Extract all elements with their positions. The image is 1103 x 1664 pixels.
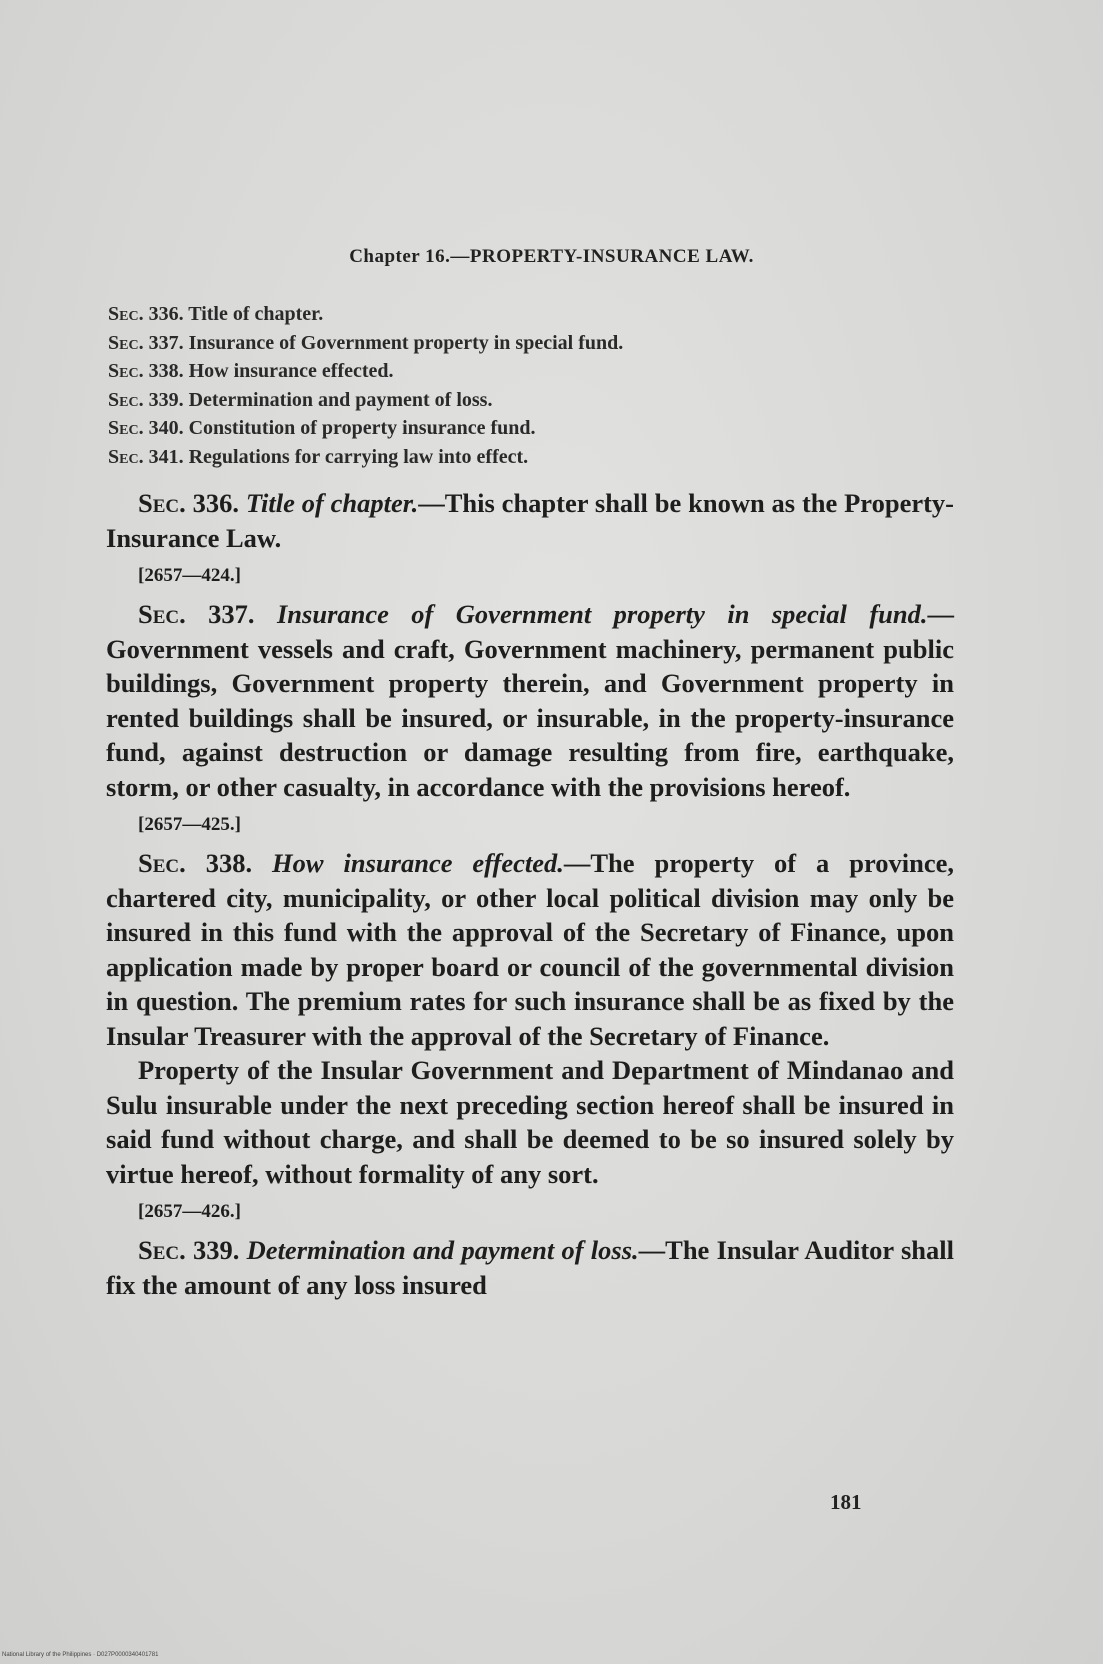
section-citation: [2657—426.] <box>138 1201 241 1222</box>
toc-title: Insurance of Government property in special fund. <box>188 331 624 354</box>
toc-item <box>108 386 908 415</box>
toc-item <box>108 329 908 358</box>
section-label: Sec. 339. <box>138 1235 240 1265</box>
section-caption: Insurance of Government property in special fund. <box>276 599 928 629</box>
section-text: —The property of a province, chartered city, municipality, or other local political division may only be insured in this fund with the approval of the Secretary of Finance, upon application made by proper board or council of the governmental division in question. The premium rates for such insurance shall be as fixed by the Insular Treasurer with the approval of the Secretary of Finance. <box>106 848 954 1051</box>
body-text <box>106 482 954 1302</box>
section-label: Sec. 336. <box>138 488 239 518</box>
section-337 <box>106 597 954 804</box>
toc-item <box>108 357 908 386</box>
toc-item <box>108 443 908 472</box>
section-caption: How insurance effected. <box>272 848 564 878</box>
toc-sec-number: Sec. 337. <box>108 331 184 354</box>
section-339 <box>106 1233 954 1302</box>
toc-title: How insurance effected. <box>188 360 394 382</box>
toc-item <box>108 414 908 443</box>
toc-sec-number: Sec. 340. <box>108 417 184 439</box>
toc-title: Determination and payment of loss. <box>188 388 493 411</box>
page-number: 181 <box>830 1490 862 1514</box>
toc-sec-number: Sec. 341. <box>108 445 184 468</box>
section-label: Sec. 338. <box>138 848 253 878</box>
section-338-paragraph-2: Property of the Insular Government and Department of Mindanao and Sulu insurable under the next preceding section hereof shall be insured in said fund without charge, and shall be deemed to be so insured solely by virtue hereof, without formality of any sort. <box>106 1055 954 1189</box>
toc-sec-number: Sec. 338. <box>108 360 184 382</box>
toc-sec-number: Sec. 336. <box>108 303 184 325</box>
section-citation: [2657—424.] <box>138 565 241 586</box>
toc-item <box>108 300 908 329</box>
scan-footer: National Library of the Philippines · D027P0000340401781 <box>2 1652 159 1658</box>
chapter-heading: Chapter 16.—PROPERTY-INSURANCE LAW. <box>349 246 754 267</box>
section-text: —Government vessels and craft, Government machinery, permanent public buildings, Government property therein, and Government property in rented buildings shall be insured, or insurable, in the property-insurance fund, against destruction or damage resulting from fire, earthquake, storm, or other casualty, in accordance with the provisions hereof. <box>106 599 954 802</box>
toc-title: Regulations for carrying law into effect. <box>188 445 529 468</box>
section-text: —This chapter shall be known as the Property-Insurance Law. <box>106 488 954 553</box>
toc-sec-number: Sec. 339. <box>108 388 184 411</box>
section-text: —The Insular Auditor shall fix the amount of any loss insured <box>106 1235 954 1300</box>
section-table-of-contents <box>108 300 908 471</box>
section-citation: [2657—425.] <box>138 814 241 835</box>
section-338 <box>106 846 954 1053</box>
section-336 <box>106 486 954 555</box>
section-label: Sec. 337. <box>138 599 255 629</box>
toc-title: Constitution of property insurance fund. <box>188 417 536 439</box>
section-caption: Determination and payment of loss. <box>246 1235 639 1265</box>
section-caption: Title of chapter. <box>245 488 419 518</box>
toc-title: Title of chapter. <box>188 303 324 325</box>
